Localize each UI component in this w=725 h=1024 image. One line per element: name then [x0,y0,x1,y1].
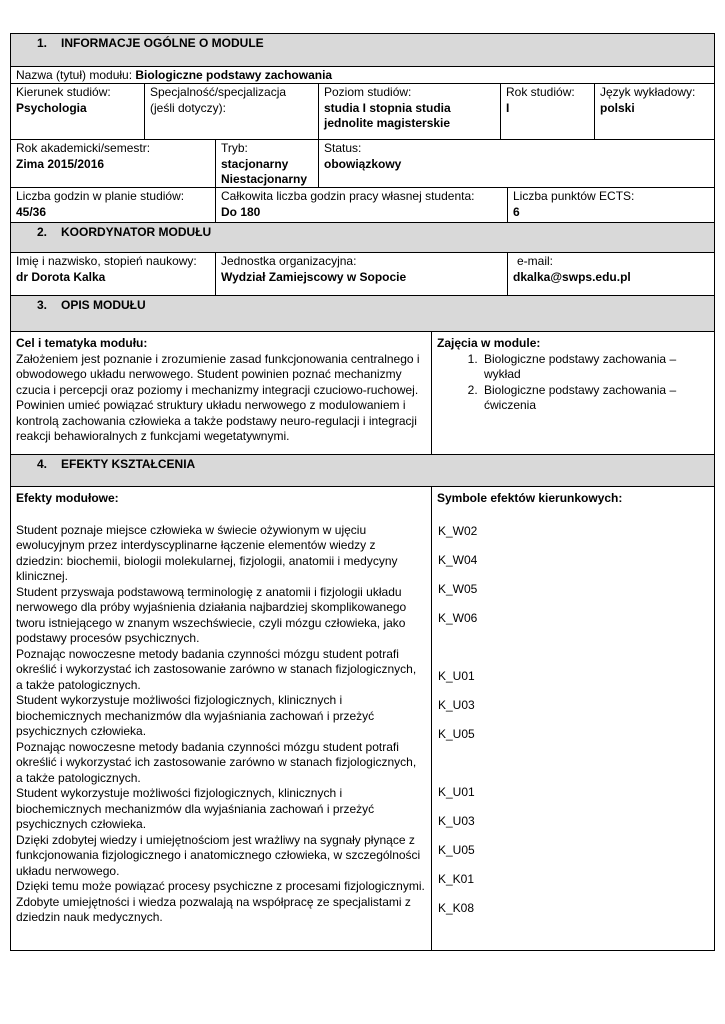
coordinator-unit-value: Wydział Zamiejscowy w Sopocie [221,269,407,284]
coordinator-unit-label: Jednostka organizacyjna: [221,254,357,268]
effect-symbol: K_W02 [438,524,478,538]
status-value: obowiązkowy [324,156,402,171]
module-goal-label: Cel i tematyka modułu: [16,336,148,350]
effect-item: Student poznaje miejsce człowieka w świecie ożywionym w ujęciu ewolucyjnym przez interdyscyplinarne łączenie elementów wiedzy z dziedzin: biochemii, biologii molekularnej, fizjologii, anatomii i medycyny klinicznej. [16,522,398,583]
effect-item: Student przyswaja podstawową terminologię z anatomii i fizjologii układu nerwowego dla próby wyjaśnienia działania najbardziej skomplikowanego tworu istniejącego w znanym wszechświecie, czyli mózgu człowieka, jako podstawy procesów psychicznych. [16,584,407,645]
own-work-value: Do 180 [221,204,261,219]
module-goal-cell [10,331,432,455]
status-cell [318,139,715,188]
specialization-cell [144,83,319,140]
section-4-header: 4. EFEKTY KSZTAŁCENIA [10,454,715,487]
effect-item: Poznając nowoczesne metody badania czynności mózgu student potrafi określić i wykorzystać ich zastosowanie zarówno w stanach fizjologicznych, a także patologicznych. [16,646,417,692]
module-name-value: Biologiczne podstawy zachowania [135,68,333,82]
effect-symbols-label: Symbole efektów kierunkowych: [437,491,623,505]
coordinator-email-cell [507,252,715,296]
effect-symbol: K_W06 [438,611,478,625]
effect-item: Dzięki zdobytej wiedzy i umiejętnościom jest wrażliwy na sygnały płynące z funkcjonowania fizjologicznego i anatomicznego człowieka, w szczególności układu nerwowego. [16,832,421,878]
effect-symbol: K_U03 [438,698,475,712]
language-cell [594,83,715,140]
effect-symbols-cell [431,486,715,951]
module-classes-label: Zajęcia w module: [437,336,541,350]
field-of-study-cell [10,83,145,140]
effect-symbol: K_U05 [438,843,475,857]
module-class-item: 2. Biologiczne podstawy zachowania – ćwiczenia [481,383,709,414]
hours-value: 45/36 [16,204,47,219]
academic-year-label: Rok akademicki/semestr: [16,141,151,155]
effect-item: Poznając nowoczesne metody badania czynności mózgu student potrafi określić i wykorzystać ich zastosowanie zarówno w stanach fizjologicznych, a także patologicznych. [16,739,417,785]
effect-symbol: K_U05 [438,727,475,741]
module-effects-cell [10,486,432,951]
effect-symbol: K_K08 [438,901,475,915]
language-value: polski [600,100,635,115]
effect-symbol: K_U01 [438,785,475,799]
status-label: Status: [324,141,362,155]
ects-value: 6 [513,204,520,219]
effect-symbol: K_W05 [438,582,478,596]
study-mode-cell [215,139,319,188]
hours-cell [10,187,216,223]
coordinator-email-value: dkalka@swps.edu.pl [513,269,631,284]
study-year-cell [500,83,595,140]
study-level-value: studia I stopnia studia jednolite magisterskie [324,100,451,130]
effect-symbol: K_U01 [438,669,475,683]
ects-label: Liczba punktów ECTS: [513,189,635,203]
field-of-study-value: Psychologia [16,100,87,115]
coordinator-unit-cell [215,252,508,296]
section-1-title: INFORMACJE OGÓLNE O MODULE [61,36,264,50]
effect-symbol: K_U03 [438,814,475,828]
academic-year-value: Zima 2015/2016 [16,156,105,171]
section-2-header: 2. KOORDYNATOR MODUŁU [10,222,715,253]
module-name-row [10,66,715,84]
effect-symbol: K_K01 [438,872,475,886]
section-1-header: 1. INFORMACJE OGÓLNE O MODULE [10,33,715,67]
study-year-value: I [506,100,510,115]
module-goal-text: Założeniem jest poznanie i zrozumienie zasad funkcjonowania centralnego i obwodowego układu nerwowego. Student powinien poznać mechanizmy czucia i percepcji oraz poziomy i mechanizmy integracji czuciowo-ruchowej. Powinien umieć powiązać struktury układu nerwowego z modulowaniem i kontrolą zachowania człowieka a także podstawy neuro-regulacji i integracji reakcji behawioralnych z funkcjami wegetatywnymi. [16,351,420,443]
study-mode-value-2: Niestacjonarny [221,172,308,186]
ects-cell [507,187,715,223]
section-3-header: 3. OPIS MODUŁU [10,295,715,332]
study-level-cell [318,83,501,140]
specialization-label: Specjalność/specjalizacja (jeśli dotyczy): [150,85,287,115]
hours-label: Liczba godzin w planie studiów: [16,189,185,203]
academic-year-cell [10,139,216,188]
study-mode-value-1: stacjonarny [221,156,289,171]
module-effects-label: Efekty modułowe: [16,491,119,505]
module-classes-cell [431,331,715,455]
own-work-label: Całkowita liczba godzin pracy własnej studenta: [221,189,475,203]
section-4-title: EFEKTY KSZTAŁCENIA [61,457,196,471]
module-class-item: 1. Biologiczne podstawy zachowania – wykład [481,352,709,383]
module-classes-list [437,352,709,414]
module-name-label: Nazwa (tytuł) modułu: [16,68,133,82]
coordinator-email-label: e-mail: [517,254,554,268]
own-work-cell [215,187,508,223]
study-level-label: Poziom studiów: [324,85,412,99]
effect-item: Student wykorzystuje możliwości fizjologicznych, klinicznych i biochemicznych mechanizmów dla wyjaśniania zachowań i przeżyć psychicznych człowieka. [16,786,375,831]
study-mode-label: Tryb: [221,141,248,155]
section-2-title: KOORDYNATOR MODUŁU [61,225,212,239]
effect-item: Dzięki temu może powiązać procesy psychiczne z procesami fizjologicznymi. Zdobyte umiejętności i wiedza pozwalają na współpracę ze specjalistami z dziedzin nauk medycznych. [16,879,425,924]
coordinator-name-cell [10,252,216,296]
coordinator-name-value: dr Dorota Kalka [16,269,106,284]
language-label: Język wykładowy: [600,85,696,99]
effect-symbol: K_W04 [438,553,478,567]
effect-item: Student wykorzystuje możliwości fizjologicznych, klinicznych i biochemicznych mechanizmów dla wyjaśniania zachowań i przeżyć psychicznych człowieka. [16,693,375,738]
coordinator-name-label: Imię i nazwisko, stopień naukowy: [16,254,197,268]
study-year-label: Rok studiów: [506,85,575,99]
section-3-title: OPIS MODUŁU [61,298,146,312]
field-of-study-label: Kierunek studiów: [16,85,111,99]
